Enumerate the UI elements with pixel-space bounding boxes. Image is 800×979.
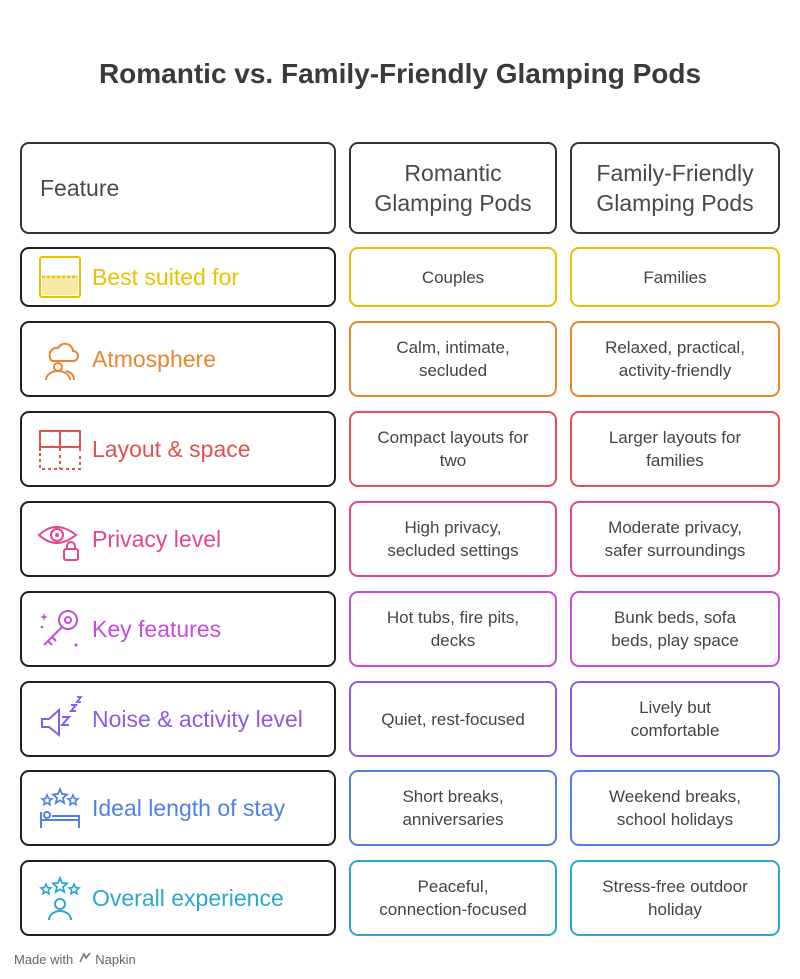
- feature-noise-activity-level: [20, 681, 336, 757]
- family-cell-text: Larger layouts for families: [608, 428, 742, 470]
- family-cell-text: Relaxed, practical, activity-friendly: [605, 338, 745, 380]
- page-title: Romantic vs. Family-Friendly Glamping Pods: [98, 58, 702, 89]
- napkin-logo-icon: [79, 952, 91, 967]
- header-feature-label: Feature: [40, 175, 120, 201]
- floor-plan-icon: [36, 425, 84, 473]
- header-feature: [20, 142, 336, 234]
- family-cell-best-suited-for: [570, 247, 780, 307]
- family-cell-text: Moderate privacy, safer surroundings: [604, 518, 746, 560]
- family-cell-text: Weekend breaks, school holidays: [609, 787, 741, 829]
- feature-label: Best suited for: [92, 264, 240, 290]
- family-cell-noise-activity-level: [570, 681, 780, 757]
- family-cell-privacy-level: [570, 501, 780, 577]
- romantic-cell-ideal-length-of-stay: [349, 770, 557, 846]
- bed-stars-icon: [36, 784, 84, 832]
- feature-label: Noise & activity level: [92, 706, 303, 732]
- feature-label: Atmosphere: [92, 346, 217, 372]
- romantic-cell-best-suited-for: [349, 247, 557, 307]
- feature-ideal-length-of-stay: [20, 770, 336, 846]
- person-stars-icon: [36, 874, 84, 922]
- family-cell-text: Bunk beds, sofa beds, play space: [611, 608, 739, 650]
- romantic-cell-text: Couples: [421, 267, 485, 287]
- family-cell-atmosphere: [570, 321, 780, 397]
- header-romantic: [349, 142, 557, 234]
- romantic-cell-text: Peaceful, connection-focused: [379, 877, 527, 919]
- family-cell-text: Families: [643, 267, 707, 287]
- fill-level-icon: [36, 253, 84, 301]
- feature-key-features: [20, 591, 336, 667]
- feature-layout-space: [20, 411, 336, 487]
- family-cell-layout-space: [570, 411, 780, 487]
- romantic-cell-atmosphere: [349, 321, 557, 397]
- family-cell-ideal-length-of-stay: [570, 770, 780, 846]
- romantic-cell-text: Quiet, rest-focused: [381, 709, 525, 729]
- key-sparkle-icon: [36, 605, 84, 653]
- romantic-cell-text: Short breaks, anniversaries: [402, 787, 504, 829]
- romantic-cell-noise-activity-level: [349, 681, 557, 757]
- romantic-cell-text: High privacy, secluded settings: [387, 518, 519, 560]
- family-cell-text: Lively but comfortable: [630, 698, 720, 740]
- header-romantic-label: Romantic Glamping Pods: [374, 160, 532, 216]
- romantic-cell-text: Hot tubs, fire pits, decks: [386, 608, 520, 650]
- footer-made-with: Made with: [14, 952, 74, 967]
- family-cell-text: Stress-free outdoor holiday: [602, 877, 748, 919]
- romantic-cell-key-features: [349, 591, 557, 667]
- feature-label: Privacy level: [92, 526, 222, 552]
- romantic-cell-text: Compact layouts for two: [377, 428, 529, 470]
- romantic-cell-overall-experience: [349, 860, 557, 936]
- romantic-cell-privacy-level: [349, 501, 557, 577]
- feature-label: Overall experience: [92, 885, 284, 911]
- eye-lock-icon: [36, 515, 84, 563]
- feature-best-suited-for: [20, 247, 336, 307]
- feature-privacy-level: [20, 501, 336, 577]
- family-cell-key-features: [570, 591, 780, 667]
- feature-label: Ideal length of stay: [92, 795, 286, 821]
- footer: [14, 952, 136, 967]
- romantic-cell-text: Calm, intimate, secluded: [396, 338, 510, 380]
- feature-atmosphere: [20, 321, 336, 397]
- header-family: [570, 142, 780, 234]
- feature-label: Key features: [92, 616, 222, 642]
- speaker-zzz-icon: [36, 695, 84, 743]
- person-cloud-icon: [36, 335, 84, 383]
- romantic-cell-layout-space: [349, 411, 557, 487]
- header-family-label: Family-Friendly Glamping Pods: [596, 160, 754, 216]
- feature-label: Layout & space: [92, 436, 251, 462]
- footer-brand: Napkin: [95, 952, 136, 967]
- family-cell-overall-experience: [570, 860, 780, 936]
- feature-overall-experience: [20, 860, 336, 936]
